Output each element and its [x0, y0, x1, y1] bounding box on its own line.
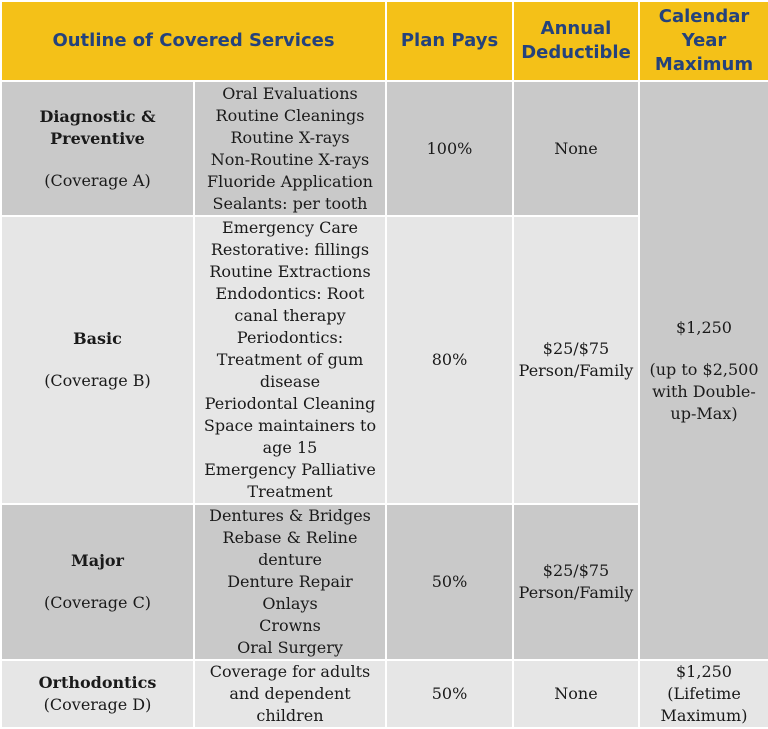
- service-item: Endodontics: Root canal therapy: [215, 284, 365, 325]
- plan-pays-cell: 50%: [386, 504, 513, 660]
- header-maximum-line: Maximum: [654, 54, 754, 75]
- table-row: [1, 81, 768, 216]
- shared-maximum-cell: [639, 81, 768, 660]
- service-item: Onlays: [262, 594, 318, 613]
- services-cell: [194, 660, 386, 728]
- category-cell: [1, 81, 194, 216]
- coverage-label: (Coverage C): [43, 593, 152, 612]
- header-services: Outline of Covered Services: [1, 1, 386, 81]
- coverage-label: (Coverage D): [43, 695, 152, 714]
- service-item: Crowns: [259, 616, 321, 635]
- deductible-value: None: [554, 684, 598, 703]
- service-item: Periodontal Cleaning: [204, 394, 376, 413]
- service-item: Denture Repair: [227, 572, 353, 591]
- header-deductible: [513, 1, 639, 81]
- category-name: Basic: [73, 329, 122, 348]
- category-name: Diagnostic & Preventive: [39, 106, 156, 148]
- service-item: Rebase & Reline denture: [222, 528, 358, 569]
- service-item: Oral Evaluations: [222, 83, 358, 103]
- deductible-value: None: [554, 138, 598, 158]
- plan-pays-cell: 80%: [386, 216, 513, 504]
- header-maximum-line: Year: [681, 30, 727, 51]
- header-row: [1, 1, 768, 81]
- service-item: Restorative: fillings: [210, 240, 370, 259]
- service-item: Non-Routine X-rays: [210, 149, 370, 169]
- service-item: Routine X-rays: [230, 127, 350, 147]
- service-item: Dentures & Bridges: [209, 506, 371, 525]
- header-maximum: [639, 1, 768, 81]
- service-item: Fluoride Application: [207, 171, 373, 191]
- plan-pays-cell: 50%: [386, 660, 513, 728]
- services-cell: [194, 81, 386, 216]
- services-cell: [194, 216, 386, 504]
- service-item: Emergency Care: [222, 218, 358, 237]
- header-plan-pays: Plan Pays: [386, 1, 513, 81]
- coverage-label: (Coverage A): [44, 170, 151, 190]
- category-name: Major: [71, 551, 124, 570]
- table-row: [1, 660, 768, 728]
- service-item: Oral Surgery: [237, 638, 343, 657]
- service-item: Emergency Palliative Treatment: [204, 460, 376, 501]
- deductible-value: $25/$75: [542, 561, 610, 580]
- header-maximum-line: Calendar: [658, 6, 750, 27]
- maximum-amount: $1,250: [676, 317, 732, 337]
- service-item: Routine Cleanings: [215, 105, 365, 125]
- deductible-value: Person/Family: [518, 583, 634, 602]
- deductible-cell: [513, 216, 639, 504]
- plan-pays-cell: 100%: [386, 81, 513, 216]
- deductible-cell: [513, 504, 639, 660]
- header-deductible-line: Deductible: [521, 42, 631, 63]
- header-deductible-line: Annual: [540, 18, 612, 39]
- services-cell: [194, 504, 386, 660]
- maximum-cell: $1,250 (Lifetime Maximum): [639, 660, 768, 728]
- service-item: Space maintainers to age 15: [203, 416, 377, 457]
- category-cell: [1, 660, 194, 728]
- deductible-cell: [513, 81, 639, 216]
- deductible-value: $25/$75: [542, 339, 610, 358]
- deductible-cell: [513, 660, 639, 728]
- coverage-label: (Coverage B): [44, 371, 151, 390]
- deductible-value: Person/Family: [518, 361, 634, 380]
- maximum-note: (up to $2,500 with Double-up-Max): [649, 359, 759, 423]
- category-cell: [1, 216, 194, 504]
- service-item: Routine Extractions: [209, 262, 371, 281]
- category-cell: [1, 504, 194, 660]
- service-item: Sealants: per tooth: [212, 193, 368, 213]
- service-item: Periodontics: Treatment of gum disease: [216, 328, 364, 391]
- service-item: Coverage for adults and dependent children: [209, 662, 371, 725]
- category-name: Orthodontics: [38, 673, 157, 692]
